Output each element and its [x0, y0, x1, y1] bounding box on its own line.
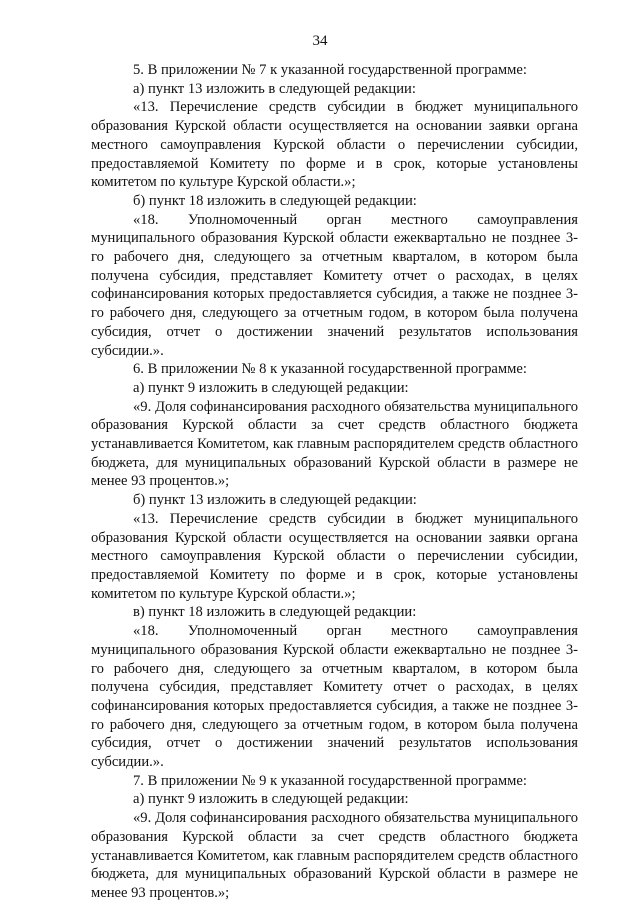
paragraph: в) пункт 18 изложить в следующей редакции: — [133, 604, 417, 621]
paragraph: 5. В приложении № 7 к указанной государственной программе: — [133, 62, 527, 78]
page-number: 34 — [312, 33, 328, 49]
paragraph: «18. Уполномоченный орган местного самоуправления муниципального образования Курской области ежеквартально не позднее 3-го рабочего дня, следующего за отчетным кварталом, в котором была получена субсидия, представляет Комитету отчет о расходах, в целях софинансирования которых предоставляется субсидия, а также не позднее 3-го рабочего дня, следующего за отчетным годом, в котором была получена субсидия, отчет о достижении значений результатов использования субсидии.». — [91, 211, 578, 359]
paragraph: а) пункт 9 изложить в следующей редакции: — [133, 791, 409, 808]
document-body — [91, 61, 578, 903]
paragraph: «18. Уполномоченный орган местного самоуправления муниципального образования Курской области ежеквартально не позднее 3-го рабочего дня, следующего за отчетным кварталом, в котором была получена субсидия, представляет Комитету отчет о расходах, в целях софинансирования которых предоставляется субсидия, а также не позднее 3-го рабочего дня, следующего за отчетным годом, в котором была получена субсидия, отчет о достижении значений результатов использования субсидии.». — [91, 623, 578, 771]
paragraph: 7. В приложении № 9 к указанной государственной программе: — [133, 772, 527, 789]
paragraph: а) пункт 13 изложить в следующей редакции: — [133, 80, 416, 97]
paragraph: 6. В приложении № 8 к указанной государственной программе: — [133, 361, 527, 378]
paragraph: а) пункт 9 изложить в следующей редакции: — [133, 379, 409, 396]
paragraph: б) пункт 18 изложить в следующей редакции: — [133, 192, 417, 209]
paragraph: «9. Доля софинансирования расходного обязательства муниципального образования Курской области за счет средств областного бюджета устанавливается Комитетом, как главным распорядителем средств областного бюджета, для муниципальных образований Курской области в размере не менее 93 процентов.»; — [91, 398, 578, 490]
paragraph: «13. Перечисление средств субсидии в бюджет муниципального образования Курской области осуществляется на основании заявки органа местного самоуправления Курской области о перечислении субсидии, предоставляемой Комитету по форме и в срок, которые установлены комитетом по культуре Курской области.»; — [91, 99, 578, 191]
paragraph: «9. Доля софинансирования расходного обязательства муниципального образования Курской области за счет средств областного бюджета устанавливается Комитетом, как главным распорядителем средств областного бюджета, для муниципальных образований Курской области в размере не менее 93 процентов.»; — [91, 810, 578, 901]
paragraph: «13. Перечисление средств субсидии в бюджет муниципального образования Курской области осуществляется на основании заявки органа местного самоуправления Курской области о перечислении субсидии, предоставляемой Комитету по форме и в срок, которые установлены комитетом по культуре Курской области.»; — [91, 510, 578, 602]
paragraph: б) пункт 13 изложить в следующей редакции: — [133, 492, 417, 509]
